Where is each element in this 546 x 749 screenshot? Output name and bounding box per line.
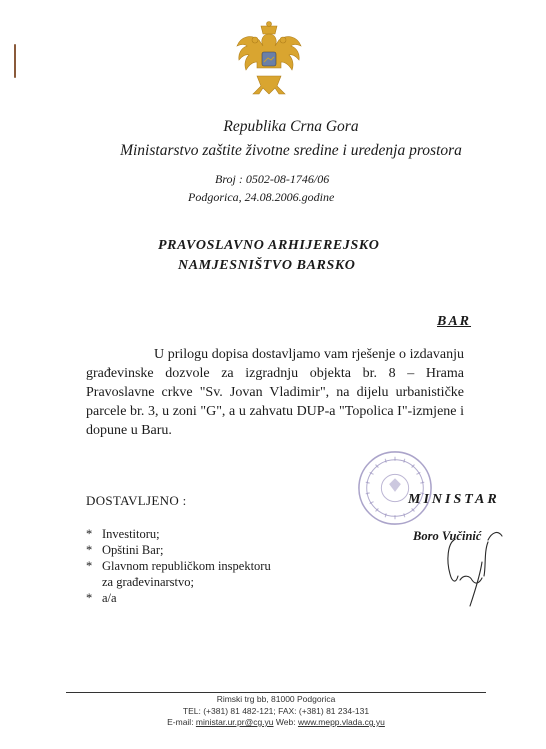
coat-of-arms-icon — [235, 20, 303, 104]
recipient-city: BAR — [437, 314, 472, 329]
list-item-continuation: za građevinarstvo; — [102, 575, 194, 589]
footer-divider — [66, 692, 486, 693]
web-label: Web: — [273, 717, 298, 727]
list-item-text: Investitoru; — [102, 527, 160, 541]
bullet-marker: * — [86, 527, 93, 541]
footer-phones: TEL: (+381) 81 482-121; FAX: (+381) 81 234-131 — [182, 706, 370, 716]
bullet-marker: * — [86, 559, 93, 573]
distribution-list — [86, 526, 271, 606]
signatory-title: MINISTAR — [408, 492, 500, 507]
place-and-date: Podgorica, 24.08.2006.godine — [188, 190, 335, 204]
body-paragraph: U prilogu dopisa dostavljamo vam rješenje o izdavanju građevinske dozvole za izgradnju objekta br. 8 – Hrama Pravoslavne crkve "Sv. Jovan Vladimir", na dijelu urbanističke parcele br. 3, u zoni "G", a u zahvatu DUP-a "Topolica I"-izmjene i dopune u Baru. — [86, 347, 464, 438]
list-item-text: Opštini Bar; — [102, 543, 164, 557]
margin-mark — [14, 44, 16, 78]
web-link[interactable]: www.mepp.vlada.cg.yu — [297, 717, 385, 727]
ministry-name: Ministarstvo zaštite životne sredine i uredenja prostora — [120, 142, 462, 159]
document-number: Broj : 0502-08-1746/06 — [215, 172, 330, 186]
bullet-marker: * — [86, 591, 93, 605]
list-item — [86, 558, 271, 590]
signatory-name: Boro Vučinić — [413, 529, 482, 543]
recipient-line-2: NAMJESNIŠTVO BARSKO — [178, 258, 356, 273]
recipient-line-1: PRAVOSLAVNO ARHIJEREJSKO — [158, 238, 380, 253]
distribution-heading: DOSTAVLJENO : — [86, 493, 187, 508]
official-stamp-icon — [356, 448, 434, 528]
recipient-block — [158, 236, 379, 276]
list-item — [86, 590, 271, 606]
footer-contacts — [66, 717, 486, 727]
list-item — [86, 526, 271, 542]
list-item — [86, 542, 271, 558]
email-link[interactable]: ministar.ur.pr@cg.yu — [195, 717, 274, 727]
footer-address: Rimski trg bb, 81000 Podgorica — [216, 694, 336, 704]
email-label: E-mail: — [167, 717, 196, 727]
republic-name: Republika Crna Gora — [223, 118, 359, 135]
list-item-text: Glavnom republičkom inspektoru — [102, 559, 271, 573]
bullet-marker: * — [86, 543, 93, 557]
handwritten-signature-icon — [440, 510, 510, 620]
list-item-text: a/a — [102, 591, 117, 605]
